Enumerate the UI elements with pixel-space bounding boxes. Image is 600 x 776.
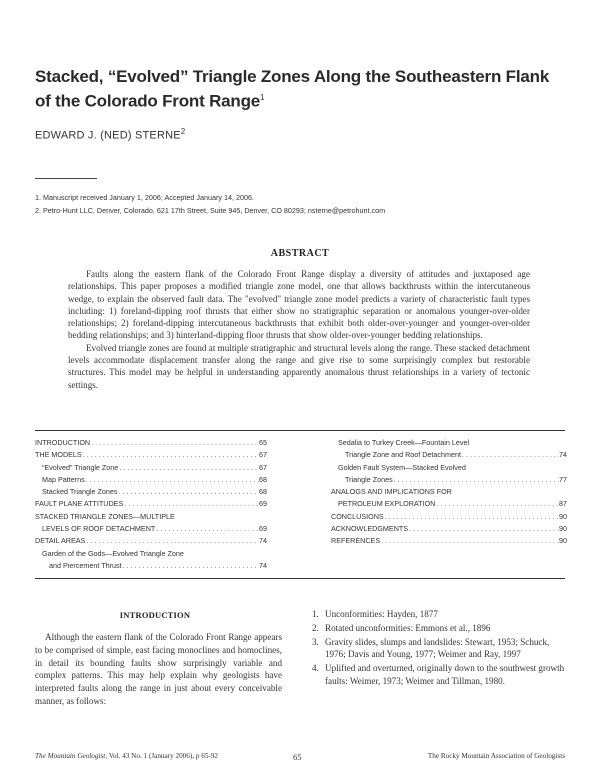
toc-entry-page: 68	[259, 474, 267, 484]
toc-left-column	[35, 437, 267, 572]
toc-leader-dots	[122, 560, 259, 572]
toc-entry-page: 90	[559, 511, 567, 521]
toc-entry-label: ACKNOWLEDGMENTS	[331, 524, 409, 534]
toc-leader-dots	[155, 523, 259, 535]
toc-entry	[35, 511, 267, 523]
toc-entry	[35, 548, 267, 560]
article-title	[35, 66, 555, 112]
toc-entry-label: Stacked Triangle Zones	[42, 487, 118, 497]
toc-entry	[331, 511, 567, 523]
journal-volume: , Vol. 43 No. 1 (January 2006), p 65-92	[105, 752, 219, 760]
footnotes	[35, 191, 565, 217]
toc-entry	[331, 449, 567, 461]
toc-entry-label: LEVELS OF ROOF DETACHMENT	[42, 524, 156, 534]
toc-entry	[331, 474, 567, 486]
title-footnote-marker: 1	[260, 93, 265, 102]
abstract-paragraph-1: Faults along the eastern flank of the Colorado Front Range display a diversity of attitudes and juxtaposed age relationships. This paper proposes a modified triangle zone model, one that allows backthrusts within the intercutaneous wedge, to explain the observed fault data. The "evolved" triangle zone model predicts a variety of characteristic fault types including: 1) foreland-dipping roof thrusts that either show no stratigraphic separation or anomalous younger-over-older relationships; 2) foreland-dipping intercutaneous backthrusts that exhibit both older-over-younger and younger-over-older bedding relationships; and 3) hinterland-dipping floor thrusts that show older-over-younger bedding relationships.	[68, 269, 530, 341]
toc-entry-page: 67	[259, 450, 267, 460]
introduction-heading: INTRODUCTION	[119, 610, 191, 620]
toc-entry-label: and Piercement Thrust	[49, 560, 122, 570]
toc-entry	[35, 449, 267, 461]
toc-entry-page: 74	[259, 536, 267, 546]
toc-entry-label: Triangle Zone and Roof Detachment	[345, 450, 461, 460]
author-line	[35, 127, 185, 142]
toc-leader-dots	[123, 498, 259, 510]
footnote-2: 2. Petro-Hunt LLC, Denver, Colorado, 621 17th Street, Suite 945, Denver, CO 80293; nsterne@petrohunt.com	[35, 206, 386, 215]
toc-entry-label: THE MODELS	[35, 450, 82, 460]
toc-entry	[35, 462, 267, 474]
toc-entry-label: ANALOGS AND IMPLICATIONS FOR	[331, 487, 452, 497]
toc-leader-dots	[85, 535, 259, 547]
toc-entry	[35, 523, 267, 535]
toc-entry	[331, 437, 567, 449]
title-line-2: of the Colorado Front Range	[35, 91, 261, 111]
abstract-body	[68, 268, 530, 391]
toc-leader-dots	[118, 486, 259, 498]
toc-entry	[35, 535, 267, 547]
toc-entry-page: 69	[259, 499, 267, 509]
toc-entry-page: 67	[259, 462, 267, 472]
toc-entry	[331, 486, 567, 498]
title-line-1: Stacked, “Evolved” Triangle Zones Along the Southeastern Flank	[35, 67, 550, 86]
toc-leader-dots	[435, 498, 559, 510]
toc-entry	[35, 560, 267, 572]
toc-entry-page: 87	[559, 499, 567, 509]
toc-entry-label: Golden Fault System—Stacked Evolved	[338, 462, 466, 472]
toc-entry-label: STACKED TRIANGLE ZONES—MULTIPLE	[35, 511, 175, 521]
list-item: 4. Uplifted and overturned, originally down to the southwest growth faults: Weimer, 1973; Weimer and Tillman, 1980.	[312, 663, 565, 686]
table-of-contents	[35, 430, 565, 579]
list-item: 3. Gravity slides, slumps and landslides: Stewart, 1953; Schuck, 1976; Davis and Young, 1977; Weimer and Ray, 1997	[312, 636, 550, 660]
toc-entry-page: 65	[259, 438, 267, 447]
toc-leader-dots	[90, 437, 259, 449]
toc-entry-label: Map Patterns	[42, 474, 85, 484]
toc-entry-label: FAULT PLANE ATTITUDES	[35, 499, 124, 509]
introduction-body	[35, 631, 282, 708]
toc-entry	[331, 462, 567, 474]
toc-entry-label: Garden of the Gods—Evolved Triangle Zone	[42, 548, 184, 558]
page-footer	[35, 752, 565, 764]
list-item: 2. Rotated unconformities: Emmons et al., 1896	[312, 622, 491, 633]
list-item: 1. Unconformities: Hayden, 1877	[312, 609, 438, 619]
toc-leader-dots	[85, 474, 259, 486]
toc-entry-page: 90	[559, 524, 567, 534]
journal-name: The Mountain Geologist	[35, 752, 106, 760]
journal-citation	[35, 752, 218, 760]
toc-entry-page: 90	[559, 536, 567, 546]
introduction-paragraph: Although the eastern flank of the Colorado Front Range appears to be comprised of simple, east facing monoclines and homoclines, in detail its bounding faults show surprisingly variable and complex patterns. This may help explain why geologists have interpreted faults along the range in just about every conceivable manner, as follows:	[35, 632, 282, 706]
toc-entry-label: “Evolved” Triangle Zone	[42, 462, 119, 472]
toc-entry	[35, 498, 267, 510]
toc-entry-label: Triangle Zones	[345, 474, 393, 484]
toc-entry-page: 74	[559, 450, 567, 460]
toc-entry-label: REFERENCES	[331, 536, 381, 546]
toc-leader-dots	[393, 474, 559, 486]
toc-entry	[331, 523, 567, 535]
page-number: 65	[293, 752, 302, 762]
toc-entry	[35, 437, 267, 449]
toc-leader-dots	[384, 511, 559, 523]
footnote-rule	[35, 178, 97, 179]
abstract-paragraph-2: Evolved triangle zones are found at multiple stratigraphic and structural levels along the range. These stacked detachment levels accommodate displacement transfer along the range and give rise to some surprisingly complex but restorable structures. This model may be helpful in understanding apparently anomalous thrust relationships in a variety of tectonic settings.	[68, 342, 530, 390]
interpretation-list	[312, 608, 565, 689]
footnote-1: 1. Manuscript received January 1, 2006; Accepted January 14, 2006.	[35, 193, 254, 202]
toc-right-column	[331, 437, 567, 548]
toc-entry-page: 74	[259, 560, 267, 570]
abstract-heading: ABSTRACT	[270, 248, 330, 259]
toc-entry	[35, 486, 267, 498]
toc-entry-label: PETROLEUM EXPLORATION	[338, 499, 436, 509]
toc-leader-dots	[118, 462, 259, 474]
author-footnote-marker: 2	[180, 127, 186, 136]
toc-leader-dots	[461, 449, 559, 461]
toc-entry	[331, 498, 567, 510]
toc-entry-label: CONCLUSIONS	[331, 511, 384, 521]
toc-leader-dots	[408, 523, 559, 535]
footnote-2-text: Petro-Hunt LLC, Denver, Colorado, 621 17th Street, Suite 945, Denver, CO 80293; nsterne@petrohunt.com	[43, 206, 386, 215]
toc-leader-dots	[82, 449, 259, 461]
author-name: EDWARD J. (NED) STERNE	[35, 129, 181, 142]
toc-entry	[331, 535, 567, 547]
toc-entry-label: INTRODUCTION	[35, 438, 91, 447]
toc-entry-label: DETAIL AREAS	[35, 536, 86, 546]
toc-leader-dots	[380, 535, 559, 547]
toc-entry	[35, 474, 267, 486]
toc-entry-page: 69	[259, 524, 267, 534]
publisher-name: The Rocky Mountain Association of Geologists	[427, 752, 565, 760]
footnote-1-text: Manuscript received January 1, 2006; Accepted January 14, 2006.	[43, 193, 254, 202]
toc-entry-page: 77	[559, 474, 567, 484]
toc-entry-page: 68	[259, 487, 267, 497]
toc-entry-label: Sedalia to Turkey Creek—Fountain Level	[338, 438, 470, 447]
